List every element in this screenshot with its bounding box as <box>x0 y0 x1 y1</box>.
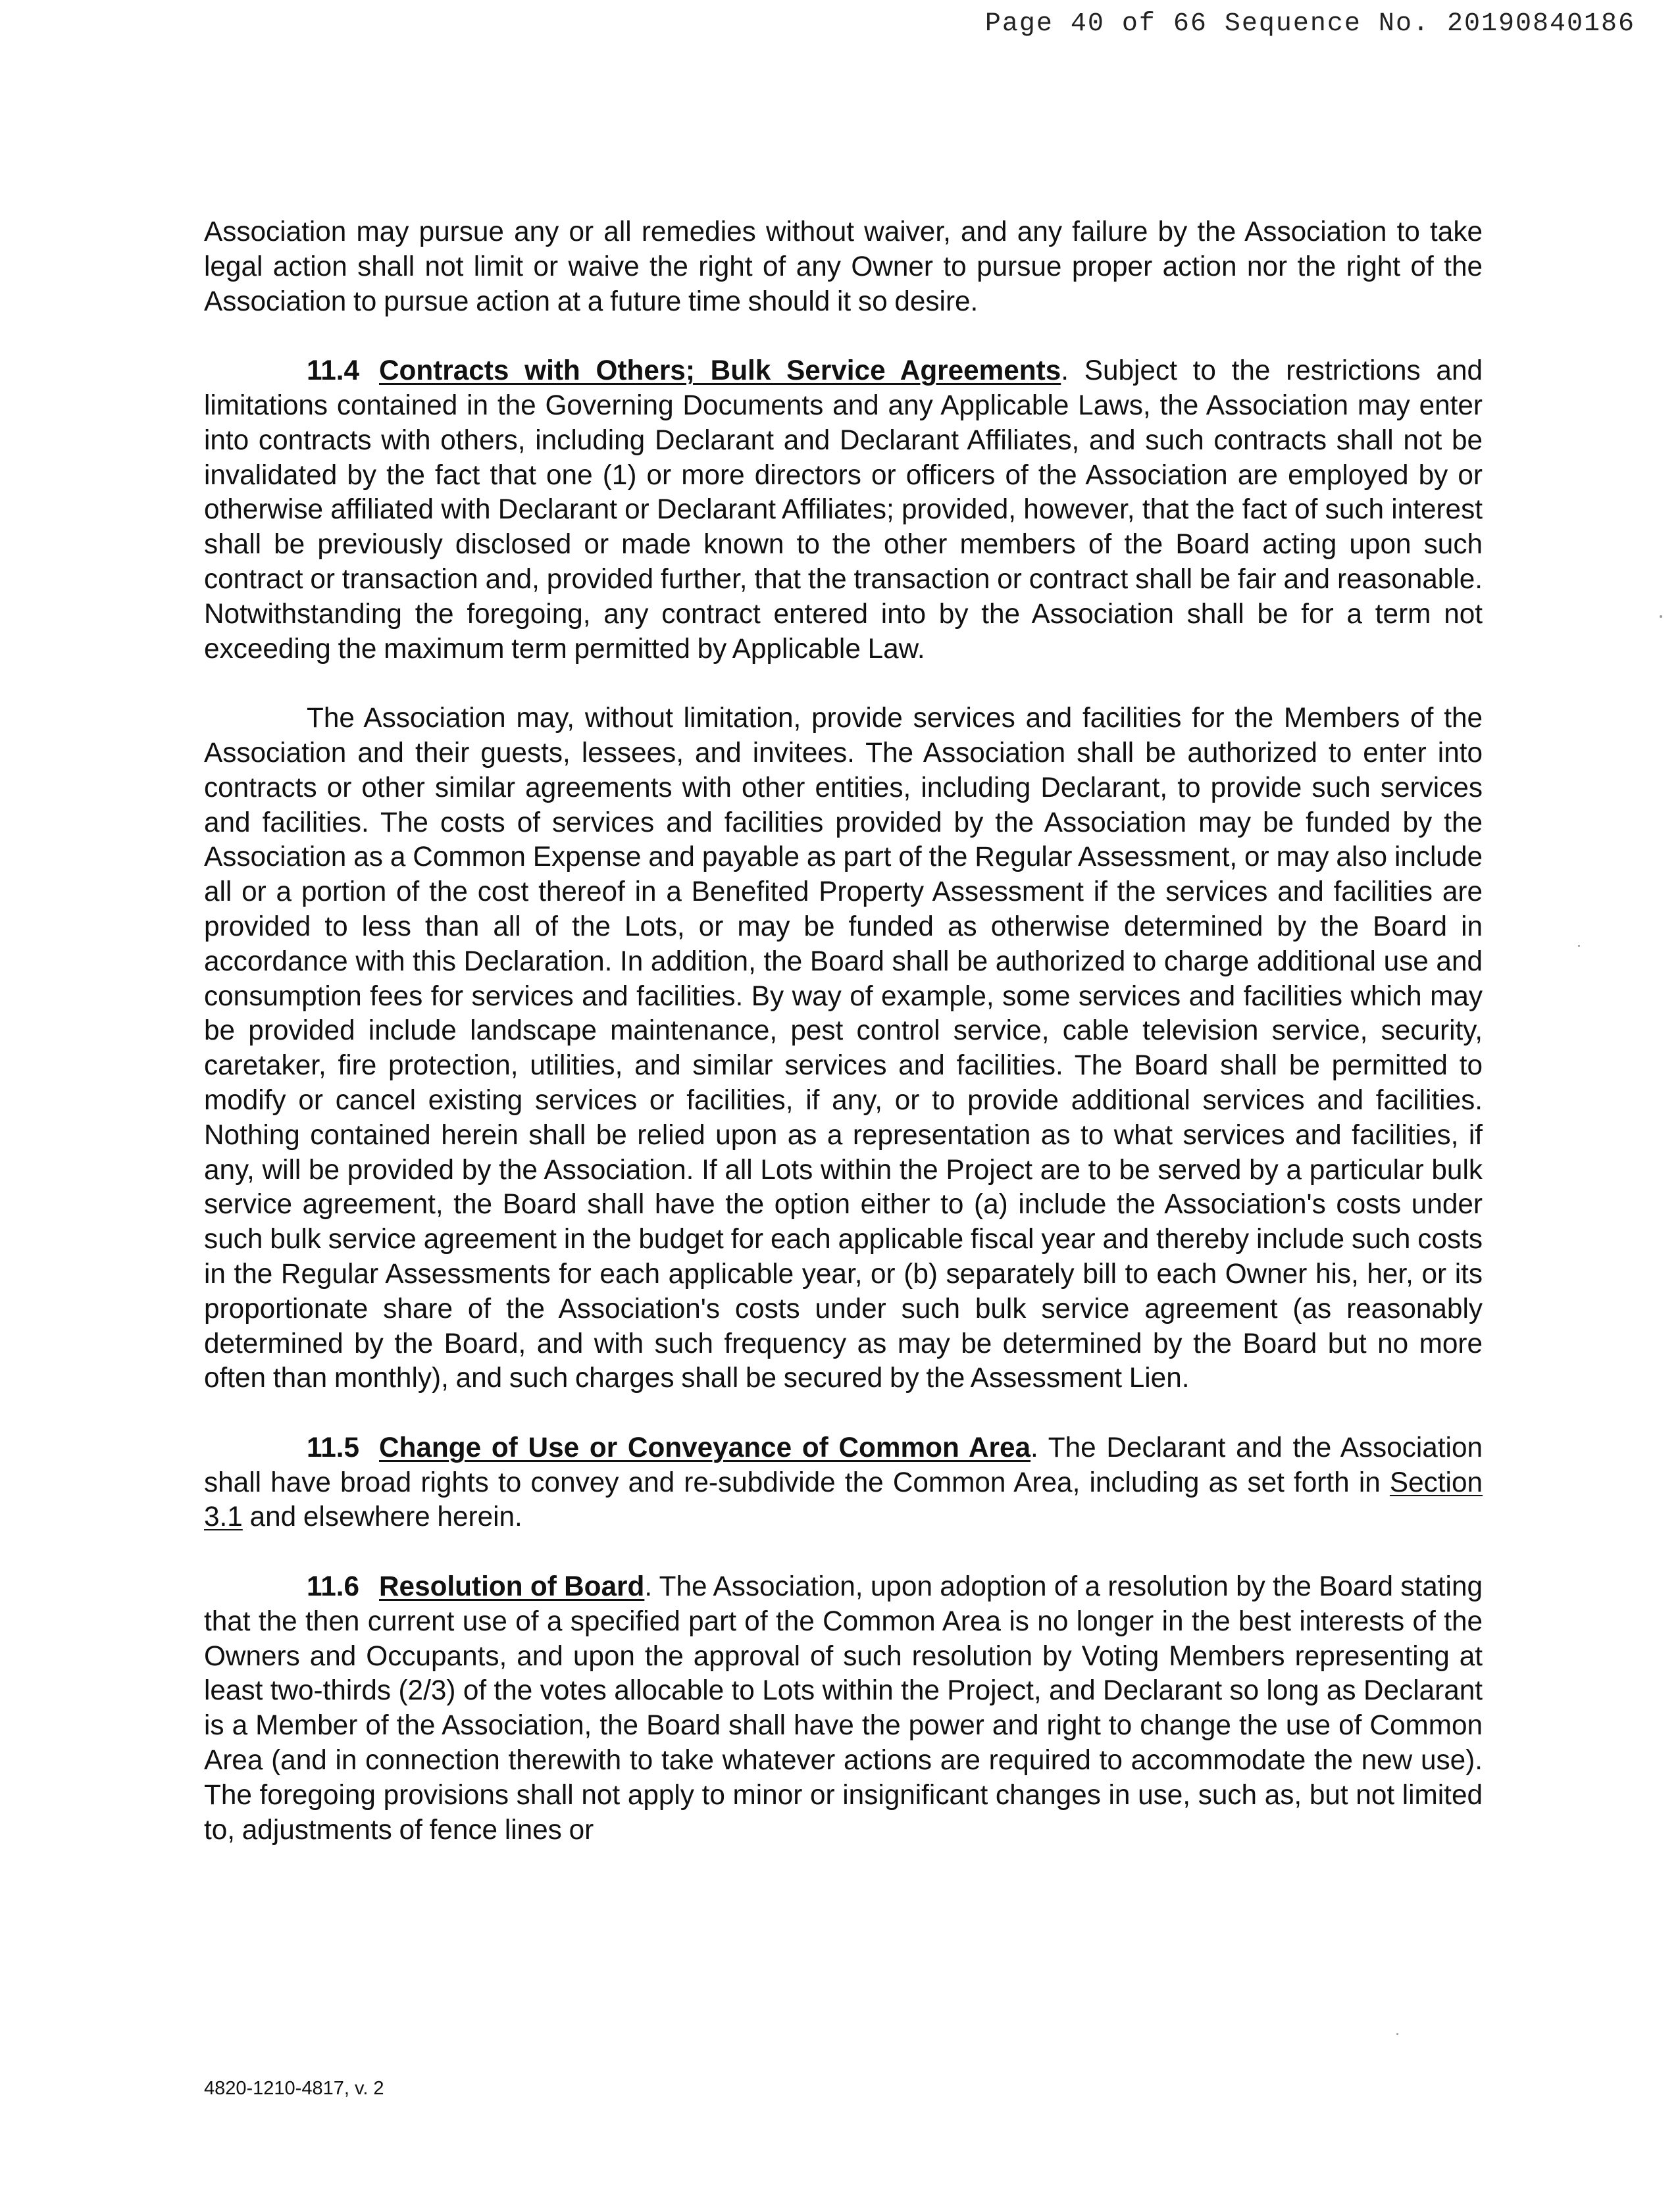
scan-speck <box>1396 2033 1398 2035</box>
section-number: 11.6 <box>307 1571 359 1602</box>
section-title: Resolution of Board <box>379 1571 645 1602</box>
section-cross-reference: Section 3.1 <box>204 1466 1483 1532</box>
section-body: . Subject to the restrictions and limitations contained in the Governing Documents and any Applicable Laws, the Association may enter into contracts with others, including Declarant and Declarant Affiliates, and such contracts shall not be invalidated by the fact that one (1) or more directors or officers of the Association are employed by or otherwise affiliated with Declarant or Declarant Affiliates; provided, however, that the fact of such interest shall be previously disclosed or made known to the other members of the Board acting upon such contract or transaction and, provided further, that the transaction or contract shall be fair and reasonable. Notwithstanding the foregoing, any contract entered into by the Association shall be for a term not exceeding the maximum term permitted by Applicable Law. <box>204 355 1483 664</box>
paragraph-services-facilities: The Association may, without limitation, provide services and facilities for the Members of the Association and their guests, lessees, and invitees. The Association shall be authorized to enter into contracts or other similar agreements with other entities, including Declarant, to provide such services and facilities. The costs of services and facilities provided by the Association may be funded by the Association as a Common Expense and payable as part of the Regular Assessment, or may also include all or a portion of the cost thereof in a Benefited Property Assessment if the services and facilities are provided to less than all of the Lots, or may be funded as otherwise determined by the Board in accordance with this Declaration. In addition, the Board shall be authorized to charge additional use and consumption fees for services and facilities. By way of example, some services and facilities which may be provided include landscape maintenance, pest control service, cable television service, security, caretaker, fire protection, utilities, and similar services and facilities. The Board shall be permitted to modify or cancel existing services or facilities, if any, or to provide additional services and facilities. Nothing contained herein shall be relied upon as a representation as to what services and facilities, if any, will be provided by the Association. If all Lots within the Project are to be served by a particular bulk service agreement, the Board shall have the option either to (a) include the Association's costs under such bulk service agreement in the budget for each applicable fiscal year and thereby include such costs in the Regular Assessments for each applicable year, or (b) separately bill to each Owner his, her, or its proportionate share of the Association's costs under such bulk service agreement (as reasonably determined by the Board, and with such frequency as may be determined by the Board but no more often than monthly), and such charges shall be secured by the Assessment Lien. <box>204 702 1483 1394</box>
scan-speck <box>1660 615 1662 618</box>
section-11-5 <box>204 1430 1483 1534</box>
scan-speck <box>1578 945 1580 947</box>
section-body: . The Association, upon adoption of a resolution by the Board stating that the then current use of a specified part of the Common Area is no longer in the best interests of the Owners and Occupants, and upon the approval of such resolution by Voting Members representing at least two-thirds (2/3) of the votes allocable to Lots within the Project, and Declarant so long as Declarant is a Member of the Association, the Board shall have the power and right to change the use of Common Area (and in connection therewith to take whatever actions are required to accommodate the new use). The foregoing provisions shall not apply to minor or insignificant changes in use, such as, but not limited to, adjustments of fence lines or <box>204 1571 1483 1845</box>
document-body <box>204 214 1483 1882</box>
section-11-6 <box>204 1569 1483 1847</box>
section-title: Contracts with Others; Bulk Service Agreements <box>379 355 1061 386</box>
section-number: 11.5 <box>307 1431 359 1463</box>
paragraph-remedies-continuation: Association may pursue any or all remedies without waiver, and any failure by the Association to take legal action shall not limit or waive the right of any Owner to pursue proper action nor the right of the Association to pursue action at a future time should it so desire. <box>204 216 1483 316</box>
section-number: 11.4 <box>307 355 359 386</box>
section-body: . The Declarant and the Association shall have broad rights to convey and re-subdivide the Common Area, including as set forth in <box>204 1431 1483 1498</box>
section-title: Change of Use or Conveyance of Common Area <box>379 1431 1031 1463</box>
section-11-4 <box>204 353 1483 666</box>
document-id-footer: 4820-1210-4817, v. 2 <box>204 2078 384 2099</box>
section-body-tail: and elsewhere herein. <box>242 1501 522 1532</box>
page-sequence-header: Page 40 of 66 Sequence No. 20190840186 <box>984 9 1635 39</box>
